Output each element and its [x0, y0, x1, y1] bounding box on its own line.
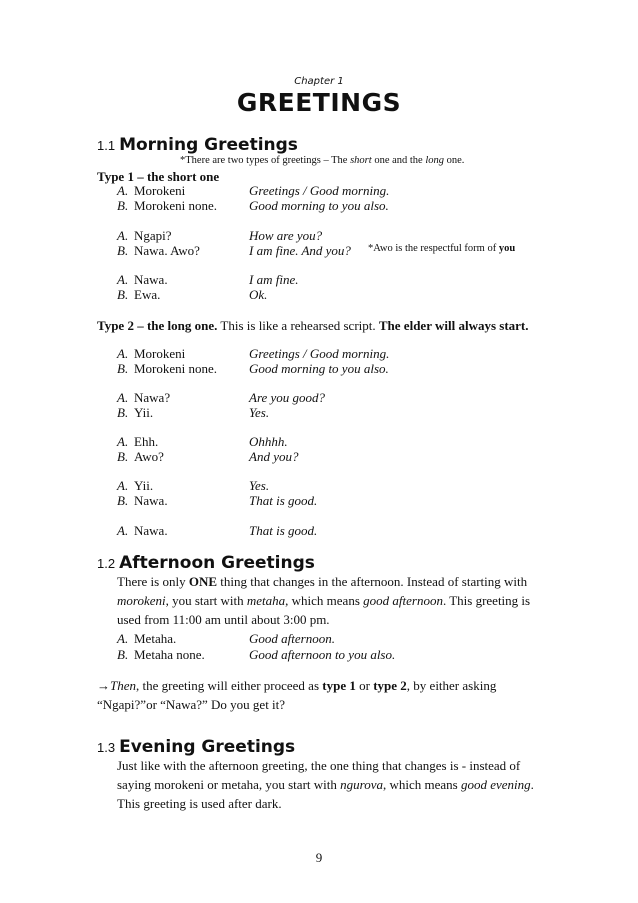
- translation: Ok.: [249, 287, 268, 302]
- translation: I am fine.: [249, 272, 299, 287]
- speaker-label: B.: [117, 647, 129, 662]
- phrase: Morokeni: [134, 183, 186, 198]
- phrase: Morokeni none.: [134, 361, 218, 376]
- speaker-label: B.: [117, 493, 129, 508]
- phrase: Ewa.: [134, 287, 161, 302]
- dialogue-line: [117, 523, 317, 539]
- phrase: Metaha.: [134, 631, 177, 646]
- translation: Good afternoon to you also.: [249, 647, 396, 662]
- dialogue-line: [117, 405, 269, 421]
- greeting-types-note: *There are two types of greetings – The short one and the long one.: [180, 155, 465, 166]
- speaker-label: A.: [117, 346, 129, 361]
- phrase: Awo?: [134, 449, 164, 464]
- phrase: Yii.: [134, 405, 154, 420]
- type2-heading: Type 2 – the long one. This is like a rehearsed script. The elder will always start.: [97, 318, 529, 333]
- dialogue-line: [117, 631, 335, 647]
- phrase: Ehh.: [134, 434, 159, 449]
- phrase: Morokeni none.: [134, 198, 218, 213]
- then-paragraph: →Then, the greeting will either proceed as type 1 or type 2, by either asking “Ngapi?”or “Nawa?” Do you get it?: [97, 678, 497, 712]
- speaker-label: A.: [117, 523, 129, 538]
- phrase: Metaha none.: [134, 647, 205, 662]
- translation: That is good.: [249, 523, 318, 538]
- section-heading-afternoon: 1.2 Afternoon Greetings: [97, 553, 315, 573]
- chapter-title: GREETINGS: [236, 88, 402, 117]
- translation: Yes.: [249, 478, 270, 493]
- speaker-label: B.: [117, 361, 129, 376]
- phrase: Nawa?: [134, 390, 171, 405]
- dialogue-line: [117, 361, 389, 377]
- dialogue-line: [117, 434, 288, 450]
- speaker-label: A.: [117, 183, 129, 198]
- awo-note: *Awo is the respectful form of you: [368, 243, 516, 254]
- arrow-icon: →: [97, 678, 110, 693]
- speaker-label: B.: [117, 243, 129, 258]
- translation: Good afternoon.: [249, 631, 335, 646]
- dialogue-line: [117, 272, 298, 288]
- dialogue-line: [117, 449, 298, 465]
- speaker-label: A.: [117, 631, 129, 646]
- phrase: Nawa.: [134, 523, 168, 538]
- speaker-label: A.: [117, 478, 129, 493]
- translation: How are you?: [249, 228, 323, 243]
- dialogue-line: [117, 228, 322, 244]
- speaker-label: A.: [117, 434, 129, 449]
- translation: Greetings / Good morning.: [249, 346, 390, 361]
- evening-paragraph: Just like with the afternoon greeting, the one thing that changes is - instead of saying morokeni or metaha, you start with ngurova, which means good evening. This greeting is used after dark.: [117, 758, 534, 811]
- section-heading-morning: 1.1 Morning Greetings: [97, 135, 298, 155]
- speaker-label: A.: [117, 228, 129, 243]
- speaker-label: A.: [117, 272, 129, 287]
- speaker-label: B.: [117, 405, 129, 420]
- phrase: Ngapi?: [134, 228, 172, 243]
- translation: Greetings / Good morning.: [249, 183, 390, 198]
- speaker-label: B.: [117, 198, 129, 213]
- translation: I am fine. And you?: [249, 243, 351, 258]
- phrase: Nawa.: [134, 493, 168, 508]
- speaker-label: B.: [117, 449, 129, 464]
- dialogue-line: [117, 183, 389, 199]
- type1-heading: Type 1 – the short one: [97, 169, 220, 184]
- dialogue-line: [117, 243, 351, 259]
- dialogue-line: [117, 346, 389, 362]
- translation: Ohhhh.: [249, 434, 288, 449]
- translation: And you?: [249, 449, 299, 464]
- translation: That is good.: [249, 493, 318, 508]
- dialogue-line: [117, 493, 317, 509]
- phrase: Nawa.: [134, 272, 168, 287]
- phrase: Morokeni: [134, 346, 186, 361]
- dialogue-line: [117, 198, 389, 214]
- afternoon-paragraph: There is only ONE thing that changes in the afternoon. Instead of starting with morokeni, you start with metaha, which means good afternoon. This greeting is used from 11:00 am until about 3:00 pm.: [117, 574, 531, 627]
- phrase: Yii.: [134, 478, 154, 493]
- speaker-label: B.: [117, 287, 129, 302]
- dialogue-line: [117, 647, 395, 663]
- page-number: 9: [315, 850, 323, 865]
- dialogue-line: [117, 478, 269, 494]
- dialogue-line: [117, 287, 267, 303]
- chapter-label: Chapter 1: [294, 76, 344, 87]
- translation: Are you good?: [249, 390, 326, 405]
- phrase: Nawa. Awo?: [134, 243, 200, 258]
- speaker-label: A.: [117, 390, 129, 405]
- translation: Good morning to you also.: [249, 361, 389, 376]
- section-heading-evening: 1.3 Evening Greetings: [97, 737, 296, 757]
- translation: Yes.: [249, 405, 270, 420]
- dialogue-line: [117, 390, 325, 406]
- translation: Good morning to you also.: [249, 198, 389, 213]
